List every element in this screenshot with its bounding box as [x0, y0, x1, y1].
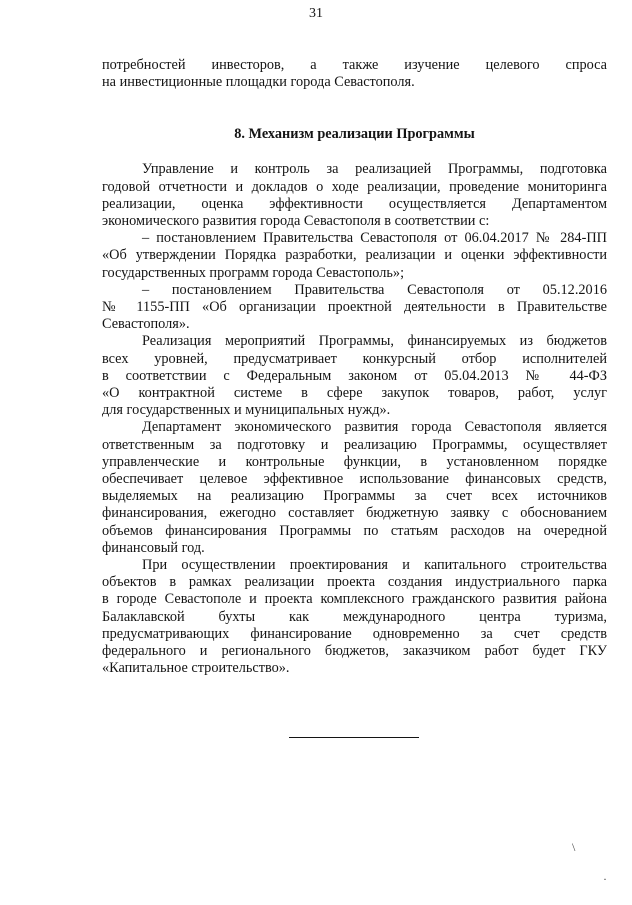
text-line: ответственным за подготовку и реализацию Программы, осуществляет: [102, 436, 607, 453]
section-heading: 8. Механизм реализации Программы: [234, 126, 475, 143]
stray-mark: \: [572, 840, 576, 854]
intro-paragraph: [102, 57, 607, 91]
paragraph: [102, 161, 607, 230]
text-line: Балаклавской бухты как международного центра туризма,: [102, 608, 607, 625]
text-line: государственных программ города Севастополь»;: [102, 264, 405, 281]
text-line: потребностей инвесторов, а также изучение целевого спроса: [102, 57, 607, 73]
end-rule: [289, 737, 419, 738]
text-line: финансовый год.: [102, 539, 205, 556]
text-line: выделяемых на реализацию Программы за счет всех источников: [102, 488, 607, 505]
text-line: Севастополя».: [102, 316, 190, 333]
text-line: реализации, оценка эффективности осуществляется Департаментом: [102, 195, 607, 212]
text-line: финансирования, ежегодно составляет бюджетную заявку с обоснованием: [102, 505, 607, 522]
text-line: – постановлением Правительства Севастополя от 05.12.2016: [142, 281, 607, 298]
text-line: Реализация мероприятий Программы, финансируемых из бюджетов: [142, 333, 607, 350]
text-line: на инвестиционные площадки города Севастополя.: [102, 74, 415, 91]
text-line: для государственных и муниципальных нужд».: [102, 402, 391, 419]
document-body: [102, 57, 607, 678]
text-line: федерального и регионального бюджетов, заказчиком работ будет ГКУ: [102, 643, 607, 660]
paragraph: [102, 419, 607, 557]
text-line: в соответствии с Федеральным законом от 05.04.2013 № 44-ФЗ: [102, 367, 607, 384]
text-line: «О контрактной системе в сфере закупок товаров, работ, услуг: [102, 385, 607, 402]
text-line: Управление и контроль за реализацией Программы, подготовка: [142, 161, 607, 178]
text-line: управленческие и контрольные функции, в установленном порядке: [102, 453, 607, 470]
text-line: экономического развития города Севастополя в соответствии с:: [102, 213, 490, 230]
text-line: Департамент экономического развития города Севастополя является: [142, 419, 607, 436]
text-line: всех уровней, предусматривает конкурсный отбор исполнителей: [102, 350, 607, 367]
text-line: годовой отчетности и докладов о ходе реализации, проведение мониторинга: [102, 178, 607, 195]
stray-mark: ·: [603, 872, 607, 886]
text-line: обеспечивает целевое эффективное использование финансовых средств,: [102, 471, 607, 488]
text-line: «Об утверждении Порядка разработки, реализации и оценки эффективности: [102, 247, 607, 264]
text-line: в городе Севастополе и проекта комплексного гражданского развития района: [102, 591, 607, 608]
paragraph: [102, 230, 607, 282]
page-number: 31: [309, 6, 323, 21]
text-line: – постановлением Правительства Севастополя от 06.04.2017 № 284-ПП: [142, 230, 607, 247]
text-line: объектов в рамках реализации проекта создания индустриального парка: [102, 574, 607, 591]
text-line: При осуществлении проектирования и капитального строительства: [142, 557, 607, 574]
text-line: объемов финансирования Программы по статьям расходов на очередной: [102, 522, 607, 539]
text-line: предусматривающих финансирование одновременно за счет средств: [102, 625, 607, 642]
text-line: № 1155-ПП «Об организации проектной деятельности в Правительстве: [102, 299, 607, 316]
paragraph: [102, 282, 607, 334]
text-line: «Капитальное строительство».: [102, 660, 290, 677]
paragraph: [102, 557, 607, 677]
paragraph: [102, 333, 607, 419]
paragraphs: [102, 161, 607, 677]
